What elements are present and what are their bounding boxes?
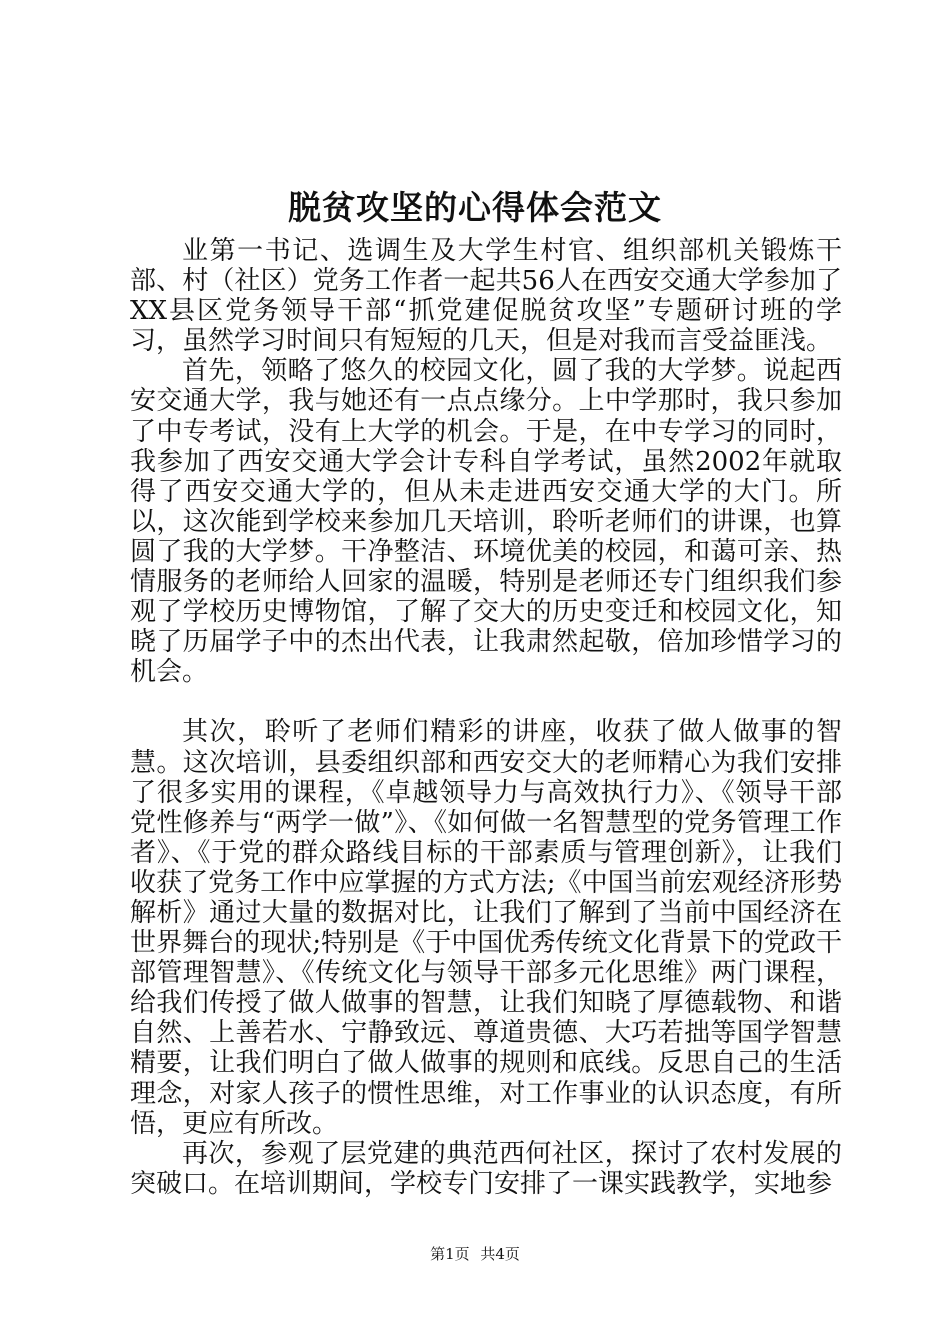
paragraph-first: 首先，领略了悠久的校园文化，圆了我的大学梦。说起西安交通大学，我与她还有一点点缘分。上中学那时，我只参加了中专考试，没有上大学的机会。于是，在中专学习的同时，我参加了西安交通大学会计专科自学考试，虽然2002年就取得了西安交通大学的，但从未走进西安交通大学的大门。所以，这次能到学校来参加几天培训，聆听老师们的讲课，也算圆了我的大学梦。干净整洁、环境优美的校园，和蔼可亲、热情服务的老师给人回家的温暖，特别是老师还专门组织我们参观了学校历史博物馆，了解了交大的历史变迁和校园文化，知晓了历届学子中的杰出代表，让我肃然起敬，倍加珍惜学习的机会。 bbox=[130, 356, 842, 688]
paragraph-intro: 业第一书记、选调生及大学生村官、组织部机关锻炼干部、村（社区）党务工作者一起共56人在西安交通大学参加了XX县区党务领导干部“抓党建促脱贫攻坚”专题研讨班的学习，虽然学习时间只有短短的几天，但是对我而言受益匪浅。 bbox=[130, 236, 842, 357]
page-footer bbox=[0, 1244, 950, 1264]
page-number: 第1页 bbox=[430, 1245, 470, 1263]
paragraph-second: 其次，聆听了老师们精彩的讲座，收获了做人做事的智慧。这次培训，县委组织部和西安交大的老师精心为我们安排了很多实用的课程，《卓越领导力与高效执行力》、《领导干部党性修养与“两学一做”》、《如何做一名智慧型的党务管理工作者》、《于党的群众路线目标的干部素质与管理创新》，让我们收获了党务工作中应掌握的方式方法;《中国当前宏观经济形势解析》通过大量的数据对比，让我们了解到了当前中国经济在世界舞台的现状;特别是《于中国优秀传统文化背景下的党政干部管理智慧》、《传统文化与领导干部多元化思维》两门课程，给我们传授了做人做事的智慧，让我们知晓了厚德载物、和谐自然、上善若水、宁静致远、尊道贵德、大巧若拙等国学智慧精要，让我们明白了做人做事的规则和底线。反思自己的生活理念，对家人孩子的惯性思维，对工作事业的认识态度，有所悟，更应有所改。 bbox=[130, 717, 842, 1139]
paragraph-third: 再次，参观了层党建的典范西何社区，探讨了农村发展的突破口。在培训期间，学校专门安排了一课实践教学，实地参 bbox=[130, 1138, 842, 1199]
document-title: 脱贫攻坚的心得体会范文 bbox=[288, 188, 662, 227]
page-total: 共4页 bbox=[480, 1245, 520, 1263]
document-body bbox=[130, 236, 842, 1199]
